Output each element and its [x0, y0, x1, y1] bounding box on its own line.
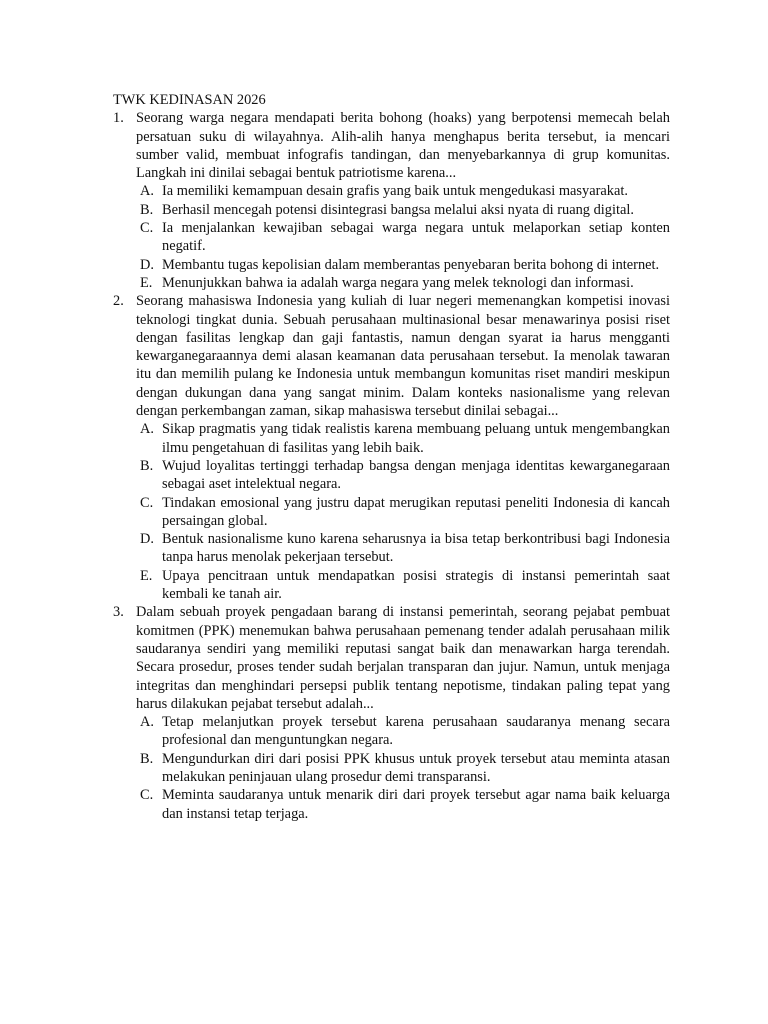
option-2c: [136, 494, 670, 531]
option-text: Menunjukkan bahwa ia adalah warga negara yang melek teknologi dan informasi.: [162, 274, 634, 291]
option-text: Ia memiliki kemampuan desain grafis yang baik untuk mengedukasi masyarakat.: [162, 183, 628, 200]
option-letter: E.: [140, 274, 153, 291]
option-letter: B.: [140, 457, 154, 474]
option-1d: [136, 256, 670, 274]
option-text: Bentuk nasionalisme kuno karena seharusnya ia bisa tetap berkontribusi bagi Indonesia tanpa harus menolak pekerjaan tersebut.: [162, 531, 670, 566]
option-2d: [136, 530, 670, 567]
option-text: Ia menjalankan kewajiban sebagai warga negara untuk melaporkan setiap konten negatif.: [162, 220, 670, 255]
option-text: Wujud loyalitas tertinggi terhadap bangsa dengan menjaga identitas kewarganegaraan sebagai aset intelektual negara.: [162, 457, 670, 493]
option-text: Upaya pencitraan untuk mendapatkan posisi strategis di instansi pemerintah saat kembali ke tanah air.: [162, 567, 670, 603]
option-3b: [136, 750, 670, 787]
option-letter: D.: [140, 531, 154, 548]
option-letter: D.: [140, 256, 154, 273]
option-list: [136, 420, 670, 603]
option-1c: [136, 219, 670, 256]
question-2: [113, 292, 670, 603]
option-letter: A.: [140, 183, 154, 200]
option-text: Mengundurkan diri dari posisi PPK khusus untuk proyek tersebut atau meminta atasan melakukan peninjauan ulang prosedur demi transparansi.: [162, 750, 670, 785]
question-number: 2.: [113, 293, 124, 310]
option-letter: C.: [140, 220, 154, 237]
option-list: [136, 713, 670, 823]
question-3: [113, 603, 670, 823]
option-1a: [136, 182, 670, 200]
option-text: Membantu tugas kepolisian dalam memberantas penyebaran berita bohong di internet.: [162, 256, 660, 273]
option-letter: E.: [140, 567, 153, 584]
document-body: [113, 91, 670, 823]
question-number: 1.: [113, 110, 124, 127]
option-1b: [136, 201, 670, 219]
option-letter: B.: [140, 750, 154, 767]
question-text: Dalam sebuah proyek pengadaan barang di instansi pemerintah, seorang pejabat pembuat komitmen (PPK) menemukan bahwa perusahaan pemenang tender adalah perusahaan milik saudaranya sendiri yang memiliki reputasi sangat baik dan menawarkan harga terendah. Secara prosedur, proses tender sudah berjalan transparan dan jujur. Namun, untuk menjaga integritas dan menghindari persepsi publik tentang nepotisme, tindakan paling tepat yang harus dilakukan pejabat tersebut adalah...: [136, 604, 670, 712]
option-list: [136, 182, 670, 292]
question-number: 3.: [113, 604, 124, 621]
option-3a: [136, 713, 670, 750]
option-text: Meminta saudaranya untuk menarik diri dari proyek tersebut agar nama baik keluarga dan instansi tetap terjaga.: [162, 787, 670, 822]
option-text: Sikap pragmatis yang tidak realistis karena membuang peluang untuk mengembangkan ilmu pengetahuan di fasilitas yang lebih baik.: [162, 421, 670, 456]
option-1e: [136, 274, 670, 292]
option-text: Tetap melanjutkan proyek tersebut karena perusahaan saudaranya menang secara profesional dan menguntungkan negara.: [162, 714, 670, 749]
option-3c: [136, 786, 670, 823]
question-text: Seorang warga negara mendapati berita bohong (hoaks) yang berpotensi memecah belah persatuan suku di wilayahnya. Alih-alih hanya menghapus berita tersebut, ia mencari sumber valid, membuat infografis tandingan, dan menyebarkannya di grup komunitas. Langkah ini dinilai sebagai bentuk patriotisme karena...: [136, 110, 670, 182]
option-2a: [136, 420, 670, 457]
document-title: TWK KEDINASAN 2026: [113, 92, 266, 108]
option-letter: A.: [140, 714, 154, 731]
option-text: Berhasil mencegah potensi disintegrasi bangsa melalui aksi nyata di ruang digital.: [162, 201, 634, 218]
question-1: [113, 109, 670, 292]
question-list: [113, 109, 670, 823]
option-letter: C.: [140, 494, 154, 511]
option-letter: B.: [140, 201, 154, 218]
option-letter: C.: [140, 787, 154, 804]
option-letter: A.: [140, 421, 154, 438]
question-text: Seorang mahasiswa Indonesia yang kuliah di luar negeri memenangkan kompetisi inovasi teknologi tingkat dunia. Sebuah perusahaan multinasional besar menawarinya posisi riset dengan fasilitas lengkap dan gaji fantastis, namun dengan syarat ia harus mengganti kewarganegaraannya demi alasan keamanan data perusahaan tersebut. Ia menolak tawaran itu dan memilih pulang ke Indonesia untuk membangun komunitas riset mandiri meskipun dengan dukungan dana yang sangat minim. Dalam konteks nasionalisme yang relevan dengan perkembangan zaman, sikap mahasiswa tersebut dinilai sebagai...: [136, 293, 670, 420]
option-2e: [136, 567, 670, 604]
option-2b: [136, 457, 670, 494]
option-text: Tindakan emosional yang justru dapat merugikan reputasi peneliti Indonesia di kancah persaingan global.: [162, 494, 670, 529]
